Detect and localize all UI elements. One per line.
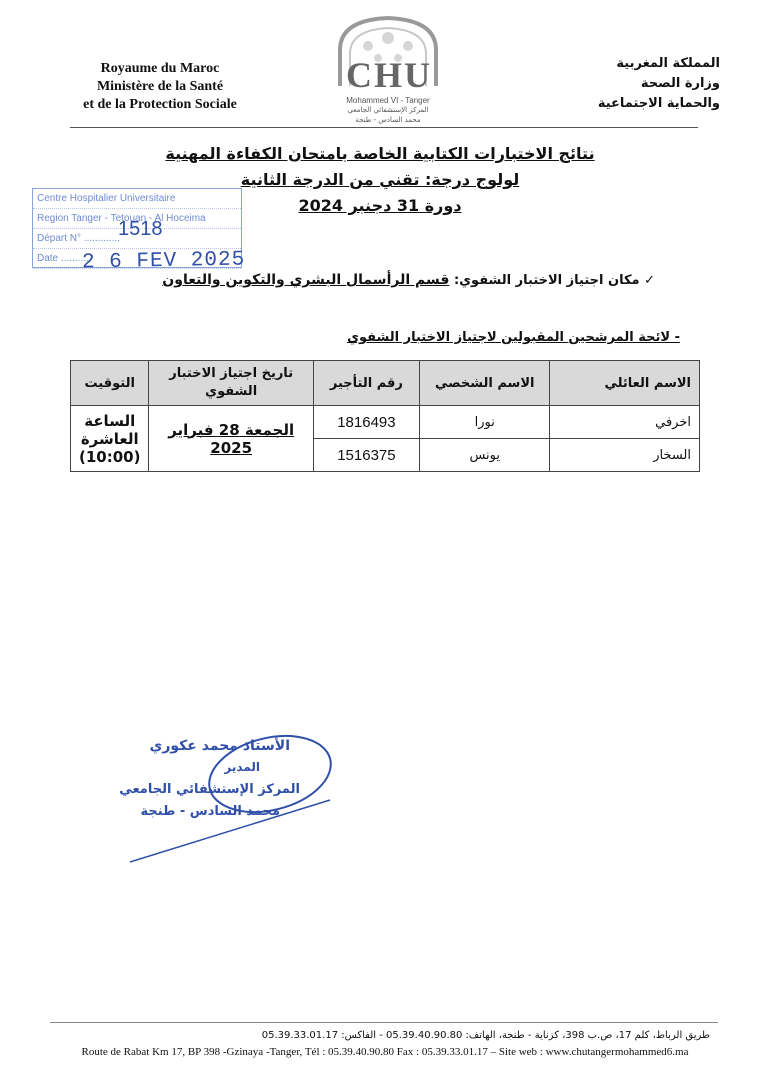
header-ar-line1: المملكة المغربية (616, 56, 720, 71)
header-ar (560, 54, 720, 114)
exam-date-year: 2025 (210, 438, 253, 457)
col-family-name: الاسم العائلي (550, 361, 700, 406)
results-table (70, 360, 700, 472)
stamp-line2: Region Tanger - Tetouan - Al Hoceima (33, 209, 241, 229)
col-exam-date: تاريخ اجتياز الاختبار الشفوي (149, 361, 313, 406)
header-fr (70, 60, 250, 114)
exam-place-value: قسم الرأسمال البشري والتكوين والتعاون (162, 272, 450, 288)
stamp-date: 2 6 FEV 2025 (81, 248, 246, 275)
stamp-line1: Centre Hospitalier Universitaire (33, 189, 241, 209)
list-title: - لائحة المرشحين المقبولين لاجتياز الاختبار الشفوي (347, 330, 680, 345)
logo-text: CHU (346, 55, 432, 95)
stamp-line4: Date ........... (33, 249, 241, 269)
col-employee-id: رقم التأجير (313, 361, 419, 406)
footer-divider (50, 1022, 718, 1023)
header-ar-line2: وزارة الصحة (640, 76, 720, 91)
table-row (71, 406, 700, 439)
col-first-name: الاسم الشخصي (419, 361, 549, 406)
header-ar-line3: والحماية الاجتماعية (597, 96, 720, 111)
time-value: (10:00) (79, 447, 141, 466)
title-line1: نتائج الاختبارات الكتابية الخاصة بامتحان الكفاءة المهنية (165, 144, 595, 163)
logo-sub-ar1: المركز الإستشفائي الجامعي (347, 106, 429, 114)
time-text: الساعة العاشرة (80, 411, 139, 448)
col-time: التوقيت (71, 361, 149, 406)
exam-date-day: الجمعة 28 فبراير (168, 420, 295, 439)
chu-logo (328, 16, 448, 128)
cell-first-name: نورا (419, 406, 549, 439)
stamp-line3: Départ N° ............. (33, 229, 241, 249)
cell-family-name: السخار (550, 439, 700, 472)
logo-sub-fr: Mohammed VI - Tanger (346, 96, 430, 105)
cell-family-name: اخرفي (550, 406, 700, 439)
cell-employee-id: 1516375 (313, 439, 419, 472)
header-fr-line3: et de la Protection Sociale (83, 97, 237, 112)
footer-address-ar: طريق الرباط، كلم 17، ص.ب 398، كزناية - طنجة، الهاتف: 05.39.40.90.80 - الفاكس: 05.39.33.01.17 (261, 1030, 710, 1041)
signature-line1: الأستاذ محمد عكوري (149, 738, 290, 754)
cell-exam-date (149, 406, 313, 472)
header-fr-line1: Royaume du Maroc (100, 61, 220, 76)
header-fr-line2: Ministère de la Santé (96, 79, 224, 94)
header-divider (70, 127, 698, 128)
exam-place-label: ✓ مكان اجتياز الاختبار الشفوي: (453, 273, 655, 288)
logo-sub-ar2: محمد السادس - طنجة (355, 116, 421, 124)
signature-line2: المدير (224, 760, 260, 774)
cell-employee-id: 1816493 (313, 406, 419, 439)
cell-first-name: يونس (419, 439, 549, 472)
title-line2: لولوج درجة: تقني من الدرجة الثانية (240, 170, 520, 189)
signature-line3: المركز الإستشفائي الجامعي (119, 782, 300, 797)
footer-address-fr: Route de Rabat Km 17, BP 398 -Gzinaya -Tanger, Tél : 05.39.40.90.80 Fax : 05.39.33.01.17 – Site web : www.chutangermohammed6.ma (81, 1046, 689, 1058)
cell-time (71, 406, 149, 472)
exam-place (150, 272, 655, 288)
title-line3: دورة 31 دجنبر 2024 (298, 196, 462, 215)
stamp-number: 1518 (118, 218, 163, 240)
table-header-row (71, 361, 700, 406)
director-signature (100, 730, 340, 870)
signature-line4: محمد السادس - طنجة (140, 804, 280, 819)
